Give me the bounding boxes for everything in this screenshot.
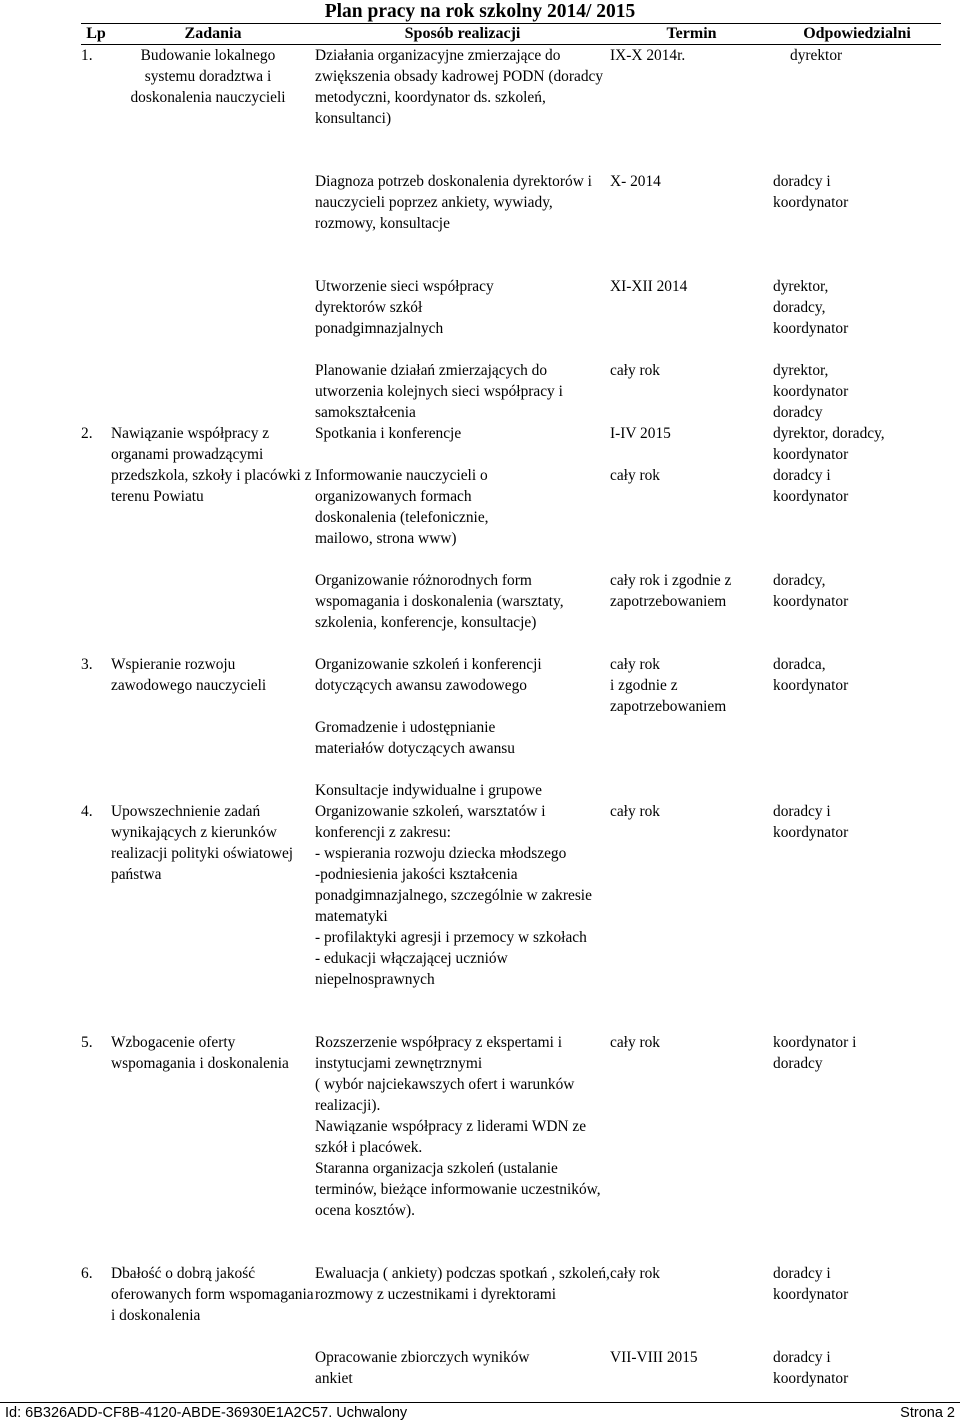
term-text: cały rok xyxy=(610,656,660,673)
responsible-text: koordynator i doradcy xyxy=(773,1034,857,1072)
action-text: Nawiązanie współpracy z liderami WDN ze szkół i placówek. xyxy=(315,1118,587,1156)
action-text: -podniesienia jakości kształcenia ponadgimnazjalnego, szczególnie w zakresie matematyki xyxy=(315,866,592,925)
action-text: Rozszerzenie współpracy z ekspertami i instytucjami zewnętrznymi xyxy=(315,1034,563,1072)
responsible-text: doradca, koordynator xyxy=(773,656,849,694)
action-text: Organizowanie różnorodnych form wspomagania i doskonalenia (warsztaty, szkolenia, konferencje, konsultacje) xyxy=(315,572,564,631)
responsible-text: doradcy i koordynator xyxy=(773,1265,849,1303)
table-row xyxy=(81,654,941,717)
term-text: zapotrzebowaniem xyxy=(610,698,727,715)
document-id: Id: 6B326ADD-CF8B-4120-ABDE-36930E1A2C57. Uchwalony xyxy=(5,1405,408,1421)
task-text: Dbałość o dobrą jakość oferowanych form wspomagania i doskonalenia xyxy=(111,1265,314,1324)
header-lp: Lp xyxy=(81,24,111,45)
action-text: Informowanie nauczycieli o organizowanych formach doskonalenia (telefonicznie, mailowo, strona www) xyxy=(315,467,489,547)
task-text: Nawiązanie współpracy z organami prowadzącymi przedszkola, szkoły i placówki z terenu Powiatu xyxy=(111,425,312,505)
header-sposob: Sposób realizacji xyxy=(315,24,610,45)
action-text: - edukacji włączającej uczniów niepelnosprawnych xyxy=(315,950,508,988)
row-number: 4. xyxy=(81,803,93,820)
action-text: Opracowanie zbiorczych wyników ankiet xyxy=(315,1349,530,1387)
term-text: cały rok i zgodnie z zapotrzebowaniem xyxy=(610,572,732,610)
table-header-row xyxy=(81,24,941,45)
document-title: Plan pracy na rok szkolny 2014/ 2015 xyxy=(324,1,636,22)
table-row xyxy=(81,801,941,1032)
term-text: I-IV 2015 xyxy=(610,425,671,442)
task-text: Upowszechnienie zadań wynikających z kierunków realizacji polityki oświatowej państwa xyxy=(111,803,294,883)
action-text: Diagnoza potrzeb doskonalenia dyrektorów i nauczycieli poprzez ankiety, wywiady, rozmowy, konsultacje xyxy=(315,173,592,232)
action-text: Organizowanie szkoleń i konferencji dotyczących awansu zawodowego xyxy=(315,656,542,694)
term-text: XI-XII 2014 xyxy=(610,278,688,295)
action-text: - profilaktyki agresji i przemocy w szkołach xyxy=(315,929,587,946)
page-number: Strona 2 xyxy=(900,1405,955,1421)
term-text: cały rok xyxy=(610,1265,660,1282)
row-number: 2. xyxy=(81,425,93,442)
action-text: Planowanie działań zmierzających do utworzenia kolejnych sieci współpracy i samokształcenia xyxy=(315,362,563,421)
task-text: Wspieranie rozwoju zawodowego nauczycieli xyxy=(111,656,267,694)
header-zadania: Zadania xyxy=(111,24,315,45)
action-text: Spotkania i konferencje xyxy=(315,425,462,442)
row-number: 1. xyxy=(81,47,93,64)
term-text: cały rok xyxy=(610,362,660,379)
table-row xyxy=(81,1032,941,1263)
action-text: Działania organizacyjne zmierzające do zwiększenia obsady kadrowej PODN (doradcy metodyczni, koordynator ds. szkoleń, konsultanci) xyxy=(315,47,604,127)
responsible-text: doradcy i koordynator xyxy=(773,467,849,505)
action-text: Gromadzenie i udostępnianie materiałów dotyczących awansu xyxy=(315,719,515,757)
table-row xyxy=(81,1263,941,1347)
responsible-text: dyrektor, koordynator doradcy xyxy=(773,362,849,421)
table-row xyxy=(81,45,941,172)
term-text: X- 2014 xyxy=(610,173,661,190)
responsible-text: dyrektor xyxy=(790,47,843,64)
action-text: Staranna organizacja szkoleń (ustalanie terminów, bieżące informowanie uczestników, ocena kosztów). xyxy=(315,1160,601,1219)
term-text: IX-X 2014r. xyxy=(610,47,686,64)
action-text: ( wybór najciekawszych ofert i warunków realizacji). xyxy=(315,1076,575,1114)
header-termin: Termin xyxy=(610,24,773,45)
row-number: 6. xyxy=(81,1265,93,1282)
action-text: Organizowanie szkoleń, warsztatów i konferencji z zakresu: xyxy=(315,803,546,841)
action-cell xyxy=(315,801,610,1032)
action-text: Utworzenie sieci współpracy dyrektorów szkół ponadgimnazjalnych xyxy=(315,278,494,337)
action-cell xyxy=(315,1032,610,1263)
page-footer xyxy=(0,1402,960,1423)
action-text: Ewaluacja ( ankiety) podczas spotkań , szkoleń, rozmowy z uczestnikami i dyrektorami xyxy=(315,1265,610,1303)
action-text: Konsultacje indywidualne i grupowe xyxy=(315,782,542,799)
action-text: - wspierania rozwoju dziecka młodszego xyxy=(315,845,567,862)
row-number: 3. xyxy=(81,656,93,673)
term-text: VII-VIII 2015 xyxy=(610,1349,698,1366)
term-cell xyxy=(610,654,773,801)
responsible-text: dyrektor, doradcy, koordynator xyxy=(773,425,885,463)
table-row xyxy=(81,423,941,465)
responsible-text: doradcy i koordynator xyxy=(773,173,849,211)
term-text: i zgodnie z xyxy=(610,677,678,694)
term-text: cały rok xyxy=(610,803,660,820)
task-text: Budowanie lokalnego systemu doradztwa i doskonalenia nauczycieli xyxy=(130,47,286,106)
term-text: cały rok xyxy=(610,1034,660,1051)
task-text: Wzbogacenie oferty wspomagania i doskonalenia xyxy=(111,1034,289,1072)
responsible-text: doradcy i koordynator xyxy=(773,1349,849,1387)
row-number: 5. xyxy=(81,1034,93,1051)
responsible-text: doradcy, koordynator xyxy=(773,572,849,610)
responsible-text: doradcy i koordynator xyxy=(773,803,849,841)
responsible-text: dyrektor, doradcy, koordynator xyxy=(773,278,849,337)
header-odpowiedzialni: Odpowiedzialni xyxy=(773,24,941,45)
work-plan-table xyxy=(81,23,941,1389)
term-text: cały rok xyxy=(610,467,660,484)
